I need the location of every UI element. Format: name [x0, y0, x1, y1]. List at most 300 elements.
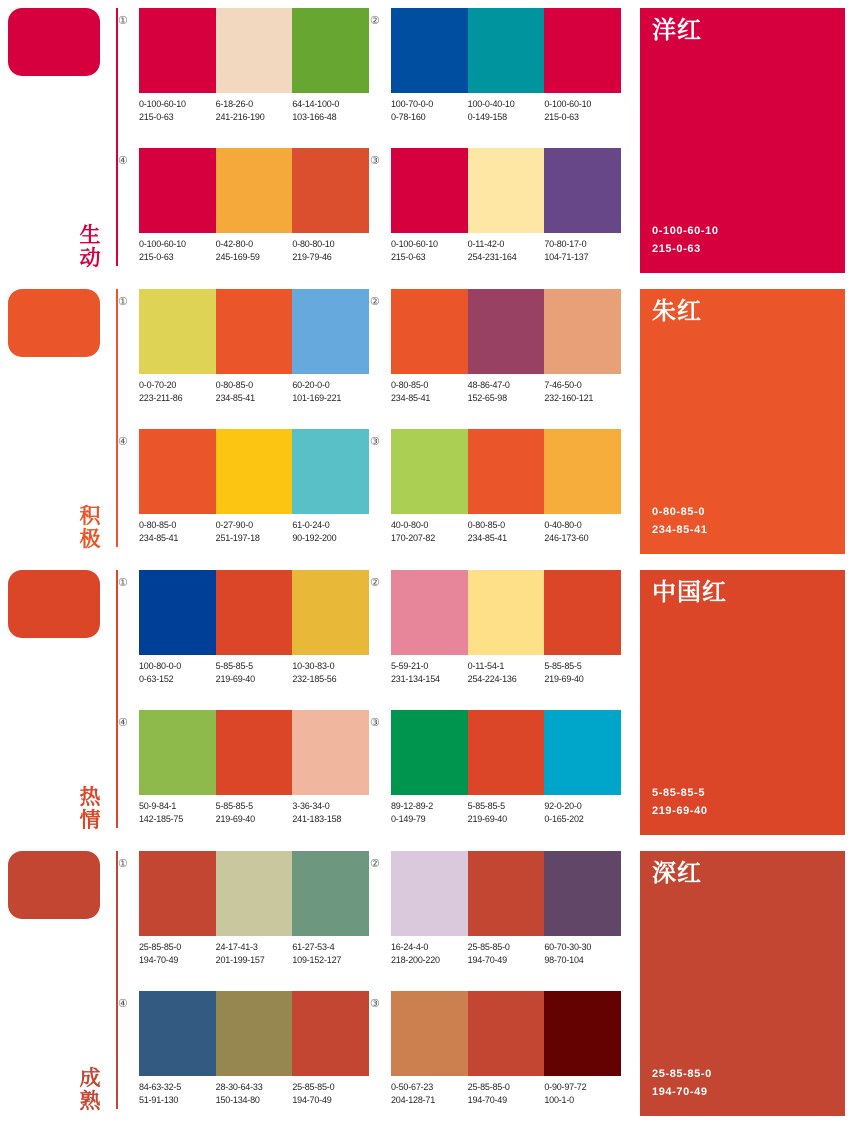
swatch-codes-row — [391, 379, 621, 405]
swatch-rgb: 219-69-40 — [467, 814, 507, 825]
feature-color-rgb: 234-85-41 — [652, 524, 708, 537]
color-swatch — [216, 289, 293, 374]
swatch-cmyk: 25-85-85-0 — [139, 942, 182, 952]
color-swatch — [292, 851, 369, 936]
swatch-code-block — [216, 1081, 293, 1107]
swatch-rgb: 204-128-71 — [391, 1095, 436, 1106]
swatch-code-block — [468, 660, 545, 686]
swatch-codes-row — [391, 238, 621, 264]
palette-group-number: ② — [370, 15, 380, 27]
swatch-code-block — [544, 1081, 621, 1107]
color-swatch — [216, 710, 293, 795]
section-flag-column — [8, 570, 116, 835]
palette-group — [370, 570, 621, 686]
swatch-row — [391, 851, 621, 936]
color-swatch — [391, 710, 468, 795]
section-vertical-rule — [116, 851, 118, 1109]
swatch-code-block — [292, 238, 369, 264]
section-label-char: 情 — [79, 809, 101, 833]
swatch-cmyk: 60-20-0-0 — [292, 380, 330, 390]
swatch-code-block — [468, 379, 545, 405]
swatch-code-block — [139, 98, 216, 124]
swatch-rgb: 254-231-164 — [467, 252, 517, 263]
feature-color-rgb: 215-0-63 — [652, 243, 701, 256]
palette-group-number: ② — [370, 296, 380, 308]
swatch-cmyk: 0-100-60-10 — [139, 99, 186, 109]
swatch-code-block — [468, 941, 545, 967]
swatch-cmyk: 0-90-97-72 — [544, 1082, 587, 1092]
color-swatch — [139, 429, 216, 514]
feature-color-cmyk: 5-85-85-5 — [652, 786, 706, 799]
swatch-code-block — [139, 660, 216, 686]
swatch-code-block — [292, 98, 369, 124]
swatch-rgb: 245-169-59 — [215, 252, 260, 263]
swatch-cmyk: 0-80-85-0 — [215, 380, 253, 390]
swatch-rgb: 101-169-221 — [292, 393, 342, 404]
swatch-cmyk: 5-85-85-5 — [544, 661, 582, 671]
swatch-codes-row — [139, 519, 369, 545]
section-color-flag — [8, 570, 100, 638]
swatch-rgb: 201-199-157 — [215, 955, 265, 966]
section-label-char: 生 — [79, 223, 101, 247]
section-vertical-label — [70, 224, 110, 271]
swatch-rgb: 194-70-49 — [292, 1095, 332, 1106]
palette-group-number: ③ — [370, 155, 380, 167]
palette-group-number: ③ — [370, 436, 380, 448]
swatch-rgb: 215-0-63 — [139, 112, 174, 123]
color-swatch — [544, 429, 621, 514]
color-swatch — [139, 570, 216, 655]
feature-color-title: 深红 — [652, 860, 702, 887]
color-swatch — [468, 991, 545, 1076]
swatch-rgb: 142-185-75 — [139, 814, 184, 825]
palette-group — [118, 991, 369, 1107]
color-swatch — [391, 851, 468, 936]
swatch-code-block — [292, 941, 369, 967]
feature-color-codes — [652, 503, 708, 540]
color-swatch — [544, 991, 621, 1076]
swatch-cmyk: 100-80-0-0 — [139, 661, 182, 671]
swatch-cmyk: 0-100-60-10 — [139, 239, 186, 249]
swatch-row — [139, 710, 369, 795]
section-label-char: 成 — [79, 1066, 101, 1090]
swatch-cmyk: 61-0-24-0 — [292, 520, 330, 530]
swatch-cmyk: 40-0-80-0 — [391, 520, 429, 530]
palette-group — [370, 289, 621, 405]
color-swatch — [216, 991, 293, 1076]
color-swatch — [139, 8, 216, 93]
color-swatch — [292, 570, 369, 655]
swatch-rgb: 0-149-158 — [467, 112, 507, 123]
swatch-rgb: 215-0-63 — [544, 112, 579, 123]
swatch-rgb: 152-65-98 — [467, 393, 507, 404]
swatch-cmyk: 0-80-85-0 — [467, 520, 505, 530]
swatch-rgb: 103-166-48 — [292, 112, 337, 123]
swatch-rgb: 241-216-190 — [215, 112, 265, 123]
swatch-row — [391, 148, 621, 233]
swatch-cmyk: 61-27-53-4 — [292, 942, 335, 952]
swatch-row — [391, 570, 621, 655]
swatch-code-block — [391, 98, 468, 124]
swatch-cmyk: 0-50-67-23 — [391, 1082, 434, 1092]
swatch-rgb: 254-224-136 — [467, 674, 517, 685]
swatch-code-block — [139, 379, 216, 405]
palette-section — [0, 562, 852, 843]
section-color-flag — [8, 8, 100, 76]
swatch-code-block — [216, 941, 293, 967]
swatch-rgb: 98-70-104 — [544, 955, 584, 966]
swatch-cmyk: 28-30-64-33 — [215, 1082, 263, 1092]
swatch-code-block — [468, 238, 545, 264]
swatch-rgb: 194-70-49 — [467, 1095, 507, 1106]
section-label-char: 动 — [79, 247, 101, 271]
color-swatch — [139, 710, 216, 795]
section-color-flag — [8, 289, 100, 357]
swatch-cmyk: 6-18-26-0 — [215, 99, 253, 109]
palette-group — [118, 429, 369, 545]
color-swatch — [292, 710, 369, 795]
swatch-rgb: 234-85-41 — [139, 533, 179, 544]
swatch-cmyk: 70-80-17-0 — [544, 239, 587, 249]
swatch-code-block — [216, 519, 293, 545]
color-swatch — [139, 851, 216, 936]
swatch-codes-row — [139, 660, 369, 686]
palette-group — [370, 991, 621, 1107]
section-label-char: 热 — [79, 785, 101, 809]
swatch-rgb: 223-211-86 — [139, 393, 183, 404]
swatch-rgb: 219-69-40 — [215, 814, 255, 825]
swatch-rgb: 100-1-0 — [544, 1095, 574, 1106]
feature-color-rgb: 219-69-40 — [652, 805, 708, 818]
swatch-cmyk: 5-85-85-5 — [215, 661, 253, 671]
swatch-codes-row — [391, 941, 621, 967]
swatch-code-block — [216, 379, 293, 405]
palette-group-number: ② — [370, 858, 380, 870]
swatch-code-block — [544, 800, 621, 826]
swatch-row — [391, 289, 621, 374]
palette-group-number: ③ — [370, 998, 380, 1010]
swatch-code-block — [391, 379, 468, 405]
swatch-cmyk: 5-59-21-0 — [391, 661, 429, 671]
swatch-code-block — [391, 519, 468, 545]
swatch-codes-row — [139, 98, 369, 124]
color-swatch — [468, 148, 545, 233]
feature-color-rgb: 194-70-49 — [652, 1086, 708, 1099]
swatch-cmyk: 50-9-84-1 — [139, 801, 177, 811]
swatch-cmyk: 3-36-34-0 — [292, 801, 330, 811]
color-swatch — [544, 570, 621, 655]
swatch-codes-row — [139, 238, 369, 264]
swatch-row — [139, 8, 369, 93]
color-swatch — [391, 570, 468, 655]
swatch-row — [139, 148, 369, 233]
color-swatch — [544, 851, 621, 936]
section-flag-column — [8, 289, 116, 554]
feature-color-codes — [652, 222, 719, 259]
swatch-cmyk: 25-85-85-0 — [467, 942, 510, 952]
palette-group-number: ① — [118, 296, 128, 308]
swatch-codes-row — [391, 98, 621, 124]
color-swatch — [292, 429, 369, 514]
feature-color-card — [640, 8, 845, 273]
swatch-row — [391, 429, 621, 514]
color-swatch — [468, 289, 545, 374]
section-vertical-rule — [116, 570, 118, 828]
swatch-codes-row — [391, 519, 621, 545]
swatch-cmyk: 0-27-90-0 — [215, 520, 253, 530]
swatch-rgb: 219-79-46 — [292, 252, 332, 263]
swatch-code-block — [391, 238, 468, 264]
section-vertical-label — [70, 1067, 110, 1114]
swatch-cmyk: 24-17-41-3 — [215, 942, 258, 952]
swatch-rgb: 90-192-200 — [292, 533, 337, 544]
swatch-rgb: 194-70-49 — [467, 955, 507, 966]
swatch-row — [139, 570, 369, 655]
section-vertical-label — [70, 505, 110, 552]
swatch-code-block — [468, 1081, 545, 1107]
swatch-cmyk: 0-42-80-0 — [215, 239, 253, 249]
color-swatch — [468, 851, 545, 936]
swatch-cmyk: 25-85-85-0 — [292, 1082, 335, 1092]
palette-group-number: ④ — [118, 717, 128, 729]
palette-section — [0, 843, 852, 1124]
swatch-cmyk: 100-0-40-10 — [467, 99, 515, 109]
palette-group — [118, 8, 369, 124]
swatch-cmyk: 60-70-30-30 — [544, 942, 592, 952]
section-color-flag — [8, 851, 100, 919]
feature-color-title: 朱红 — [652, 298, 702, 325]
color-swatch — [139, 991, 216, 1076]
palette-group — [370, 429, 621, 545]
palette-group — [370, 8, 621, 124]
palette-group — [370, 710, 621, 826]
swatch-cmyk: 0-11-54-1 — [467, 661, 505, 671]
swatch-code-block — [139, 941, 216, 967]
swatch-code-block — [544, 238, 621, 264]
palette-group-number: ④ — [118, 155, 128, 167]
swatch-code-block — [216, 238, 293, 264]
swatch-cmyk: 0-80-85-0 — [139, 520, 177, 530]
palette-group — [118, 148, 369, 264]
swatch-rgb: 219-69-40 — [215, 674, 255, 685]
palette-group — [118, 289, 369, 405]
swatch-code-block — [216, 660, 293, 686]
color-swatch — [468, 8, 545, 93]
color-swatch — [544, 289, 621, 374]
swatch-code-block — [216, 800, 293, 826]
palette-group — [118, 710, 369, 826]
palette-section — [0, 281, 852, 562]
swatch-rgb: 0-149-79 — [391, 814, 426, 825]
color-swatch — [544, 710, 621, 795]
feature-color-card — [640, 570, 845, 835]
swatch-code-block — [216, 98, 293, 124]
swatch-cmyk: 25-85-85-0 — [467, 1082, 510, 1092]
palette-group — [118, 851, 369, 967]
color-swatch — [391, 8, 468, 93]
color-swatch — [544, 148, 621, 233]
palette-group-number: ① — [118, 577, 128, 589]
swatch-rgb: 194-70-49 — [139, 955, 179, 966]
feature-color-cmyk: 0-100-60-10 — [652, 224, 719, 237]
color-swatch — [216, 851, 293, 936]
color-swatch — [468, 570, 545, 655]
swatch-cmyk: 7-46-50-0 — [544, 380, 582, 390]
swatch-code-block — [292, 660, 369, 686]
swatch-cmyk: 5-85-85-5 — [467, 801, 505, 811]
swatch-rgb: 0-78-160 — [391, 112, 426, 123]
swatch-cmyk: 100-70-0-0 — [391, 99, 434, 109]
color-swatch — [292, 991, 369, 1076]
color-swatch — [391, 991, 468, 1076]
swatch-code-block — [292, 379, 369, 405]
swatch-codes-row — [139, 379, 369, 405]
section-flag-column — [8, 8, 116, 273]
swatch-cmyk: 0-100-60-10 — [391, 239, 438, 249]
swatch-code-block — [468, 519, 545, 545]
color-swatch — [292, 8, 369, 93]
palette-group-number: ① — [118, 15, 128, 27]
feature-color-card — [640, 289, 845, 554]
swatch-rgb: 234-85-41 — [467, 533, 507, 544]
section-label-char: 熟 — [79, 1090, 101, 1114]
palette-group — [118, 570, 369, 686]
color-swatch — [139, 148, 216, 233]
swatch-codes-row — [139, 1081, 369, 1107]
feature-color-codes — [652, 784, 708, 821]
color-swatch — [139, 289, 216, 374]
swatch-code-block — [391, 941, 468, 967]
palette-group-number: ④ — [118, 436, 128, 448]
swatch-code-block — [391, 800, 468, 826]
color-swatch — [391, 289, 468, 374]
swatch-cmyk: 16-24-4-0 — [391, 942, 429, 952]
feature-color-cmyk: 0-80-85-0 — [652, 505, 706, 518]
swatch-cmyk: 0-100-60-10 — [544, 99, 592, 109]
swatch-cmyk: 10-30-83-0 — [292, 661, 335, 671]
swatch-codes-row — [391, 660, 621, 686]
swatch-row — [139, 429, 369, 514]
color-swatch — [216, 429, 293, 514]
color-swatch — [544, 8, 621, 93]
palette-group-number: ② — [370, 577, 380, 589]
color-swatch — [216, 148, 293, 233]
swatch-cmyk: 0-80-85-0 — [391, 380, 429, 390]
section-flag-column — [8, 851, 116, 1116]
swatch-rgb: 232-185-56 — [292, 674, 337, 685]
color-swatch — [468, 429, 545, 514]
swatch-code-block — [391, 1081, 468, 1107]
swatch-cmyk: 5-85-85-5 — [215, 801, 253, 811]
swatch-codes-row — [391, 1081, 621, 1107]
swatch-rgb: 251-197-18 — [215, 533, 260, 544]
swatch-cmyk: 0-40-80-0 — [544, 520, 582, 530]
palette-section — [0, 0, 852, 281]
swatch-code-block — [292, 1081, 369, 1107]
swatch-codes-row — [139, 800, 369, 826]
swatch-row — [391, 710, 621, 795]
feature-color-codes — [652, 1065, 712, 1102]
palette-group — [370, 851, 621, 967]
swatch-cmyk: 0-80-80-10 — [292, 239, 335, 249]
swatch-code-block — [468, 800, 545, 826]
palette-group — [370, 148, 621, 264]
color-swatch — [292, 148, 369, 233]
palette-group-number: ④ — [118, 998, 128, 1010]
swatch-rgb: 234-85-41 — [391, 393, 431, 404]
color-swatch — [391, 429, 468, 514]
swatch-rgb: 241-183-158 — [292, 814, 342, 825]
section-vertical-rule — [116, 8, 118, 266]
swatch-code-block — [468, 98, 545, 124]
swatch-cmyk: 92-0-20-0 — [544, 801, 582, 811]
swatch-code-block — [544, 519, 621, 545]
color-swatch — [468, 710, 545, 795]
swatch-code-block — [544, 379, 621, 405]
feature-color-title: 中国红 — [652, 579, 727, 606]
swatch-rgb: 234-85-41 — [215, 393, 255, 404]
swatch-cmyk: 84-63-32-5 — [139, 1082, 182, 1092]
swatch-rgb: 0-165-202 — [544, 814, 584, 825]
section-vertical-rule — [116, 289, 118, 547]
swatch-rgb: 231-134-154 — [391, 674, 440, 685]
swatch-rgb: 109-152-127 — [292, 955, 342, 966]
swatch-row — [139, 991, 369, 1076]
color-swatch — [216, 8, 293, 93]
section-vertical-label — [70, 786, 110, 833]
swatch-rgb: 232-160-121 — [544, 393, 594, 404]
swatch-code-block — [292, 800, 369, 826]
swatch-rgb: 150-134-80 — [215, 1095, 260, 1106]
palette-group-number: ① — [118, 858, 128, 870]
swatch-rgb: 104-71-137 — [544, 252, 589, 263]
swatch-codes-row — [139, 941, 369, 967]
section-label-char: 积 — [79, 504, 101, 528]
swatch-row — [391, 8, 621, 93]
feature-color-cmyk: 25-85-85-0 — [652, 1067, 712, 1080]
swatch-code-block — [139, 519, 216, 545]
swatch-code-block — [292, 519, 369, 545]
swatch-cmyk: 48-86-47-0 — [467, 380, 510, 390]
swatch-code-block — [544, 941, 621, 967]
swatch-rgb: 219-69-40 — [544, 674, 584, 685]
feature-color-title: 洋红 — [652, 17, 702, 44]
swatch-row — [391, 991, 621, 1076]
swatch-rgb: 51-91-130 — [139, 1095, 179, 1106]
swatch-rgb: 215-0-63 — [139, 252, 174, 263]
swatch-row — [139, 289, 369, 374]
swatch-rgb: 218-200-220 — [391, 955, 440, 966]
color-swatch — [216, 570, 293, 655]
feature-color-card — [640, 851, 845, 1116]
swatch-code-block — [139, 800, 216, 826]
swatch-cmyk: 0-11-42-0 — [467, 239, 505, 249]
swatch-code-block — [139, 1081, 216, 1107]
color-swatch — [391, 148, 468, 233]
swatch-code-block — [391, 660, 468, 686]
swatch-codes-row — [391, 800, 621, 826]
swatch-rgb: 0-63-152 — [139, 674, 174, 685]
swatch-code-block — [139, 238, 216, 264]
swatch-cmyk: 64-14-100-0 — [292, 99, 340, 109]
swatch-rgb: 215-0-63 — [391, 252, 426, 263]
swatch-code-block — [544, 98, 621, 124]
swatch-code-block — [544, 660, 621, 686]
color-swatch — [292, 289, 369, 374]
swatch-cmyk: 89-12-89-2 — [391, 801, 434, 811]
swatch-rgb: 170-207-82 — [391, 533, 436, 544]
section-label-char: 极 — [79, 528, 101, 552]
